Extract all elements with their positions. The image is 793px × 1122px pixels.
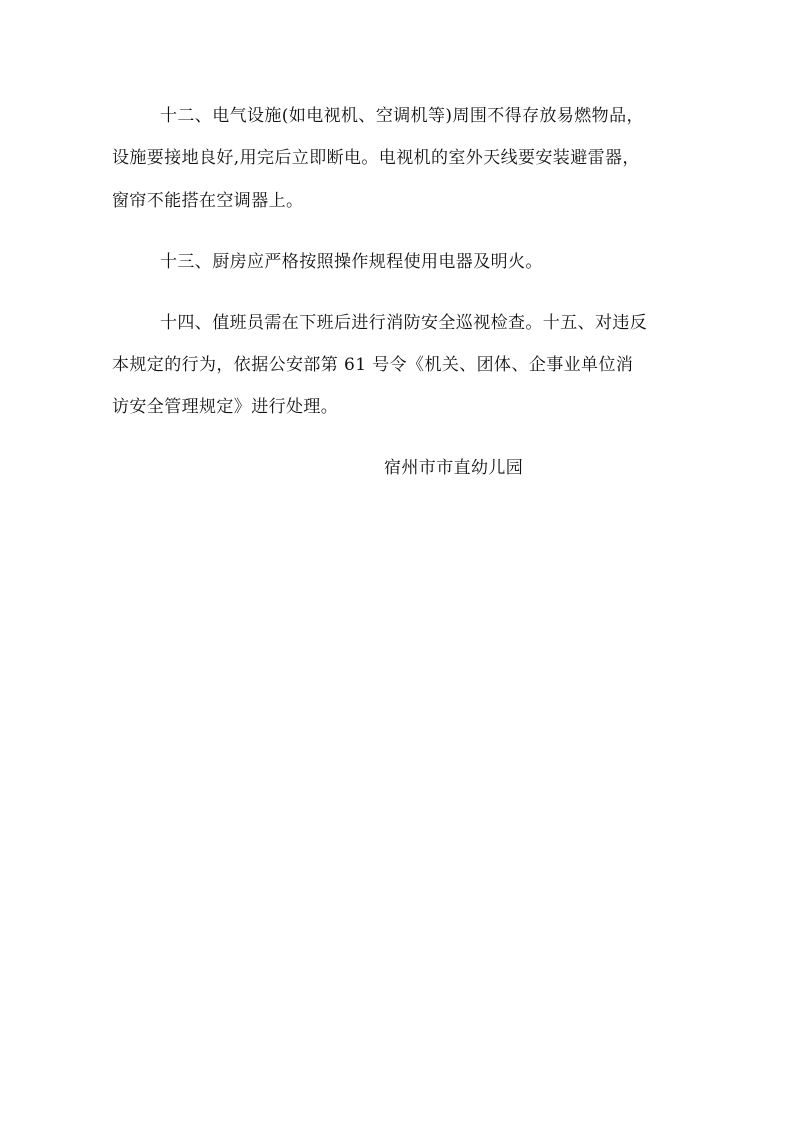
paragraph-line: 十四、值班员需在下班后进行消防安全巡视检查。十五、对违反 xyxy=(160,313,648,333)
paragraph-line: 十二、电气设施(如电视机、空调机等)周围不得存放易燃物品， xyxy=(160,106,644,126)
paragraph-line: 设施要接地良好,用完后立即断电。电视机的室外天线要安装避雷器， xyxy=(112,148,640,168)
paragraph-line: 十三、厨房应严格按照操作规程使用电器及明火。 xyxy=(160,252,543,272)
paragraph-line: 访安全管理规定》进行处理。 xyxy=(112,397,339,417)
paragraph-line: 窗帘不能搭在空调器上。 xyxy=(112,191,304,211)
paragraph-line: 本规定的行为，依据公安部第 61 号令《机关、团体、企事业单位消 xyxy=(112,355,634,375)
signature-org-name: 宿州市市直幼儿园 xyxy=(384,458,524,478)
